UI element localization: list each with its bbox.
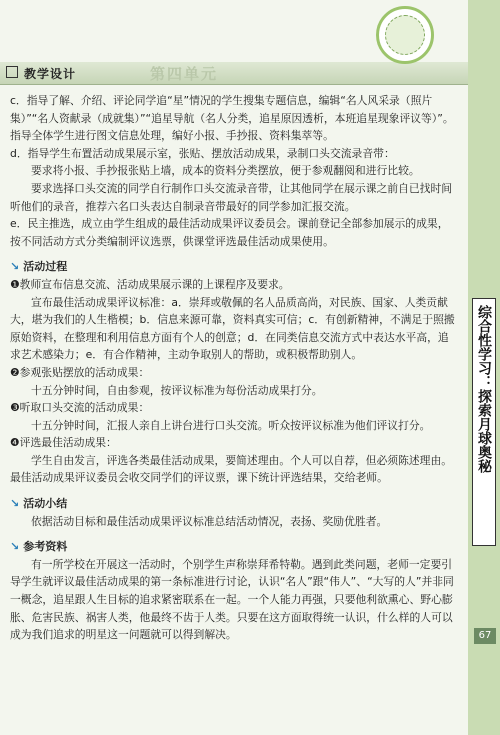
process-step-3: ❸听取口头交流的活动成果：: [10, 401, 150, 415]
process-step-4-detail: 学生自由发言，评选各类最佳活动成果，要简述理由。个人可以自荐，但必须陈述理由。最佳活动成果评议委员会收交同学们的评议票，课下统计评选结果，交给老师。: [10, 453, 453, 485]
arrow-icon: ↘: [10, 260, 20, 274]
reference-text: 有一所学校在开展这一活动时，个别学生声称崇拜希特勒。遇到此类问题，老师一定要引导学生就评议最佳活动成果的第一条标准进行讨论，认识“名人”跟“伟人”、“大写的人”并非同一概念，追星跟人生目标的追求紧密联系在一起。一个人能力再强，只要他利欲熏心、野心膨胀、危害民族、祸害人类，他最终不齿于人类。只要在这方面取得统一认识，什么样的人可以成为我们追求的明星这一问题就可以得到解决。: [10, 557, 454, 642]
page-number: 67: [474, 628, 496, 644]
header-bar: [0, 62, 468, 85]
process-step-3-detail: 十五分钟时间，汇报人亲自上讲台进行口头交流。听众按评议标准为他们评议打分。: [31, 418, 431, 432]
section-heading-reference: [10, 538, 458, 556]
process-step-2: ❷参观张贴摆放的活动成果：: [10, 365, 150, 379]
process-step-1: ❶教师宣布信息交流、活动成果展示课的上课程序及要求。: [10, 277, 290, 291]
process-step-2-detail: 十五分钟时间，自由参观，按评议标准为每份活动成果打分。: [31, 383, 323, 397]
process-step-4: ❹评选最佳活动成果：: [10, 436, 117, 450]
badge-icon: [376, 6, 434, 64]
checkbox-icon: [6, 66, 18, 78]
section-heading-process: [10, 258, 458, 276]
arrow-icon: ↘: [10, 497, 20, 511]
intro-item-d-sub1: 要求将小报、手抄报张贴上墙，成本的资料分类摆放，便于参观翻阅和进行比较。: [31, 164, 420, 178]
process-standard: 宣布最佳活动成果评议标准：a．崇拜或敬佩的名人品质高尚，对民族、国家、人类贡献大，堪为我们的人生楷模；b．信息来源可靠，资料真实可信；c．有创新精神，不满足于照搬原始资料，在整理和利用信息方面有个人的创意；d．在同类信息交流方式中表达水平高，追求艺术感染力；e．有合作精神，主动争取别人的帮助，或积极帮助别人。: [10, 295, 455, 362]
side-label: [472, 298, 496, 546]
section-heading-summary: [10, 495, 458, 513]
arrow-icon: ↘: [10, 540, 20, 554]
badge-inner: [385, 15, 425, 55]
header-deco-text: 第四单元: [150, 65, 219, 83]
side-label-text: 综合性学习：探索月球奥秘: [476, 305, 492, 473]
header-title: 教学设计: [24, 67, 77, 81]
main-content: [10, 92, 458, 644]
reference-title: 参考资料: [23, 540, 68, 554]
intro-item-d: d．指导学生布置活动成果展示室，张贴、摆放活动成果，录制口头交流录音带：: [10, 146, 395, 160]
summary-title: 活动小结: [23, 497, 68, 511]
summary-text: 依据活动目标和最佳活动成果评议标准总结活动情况，表扬、奖励优胜者。: [31, 514, 388, 528]
process-title: 活动过程: [23, 260, 68, 274]
intro-item-d-sub2: 要求选择口头交流的同学自行制作口头交流录音带，让其他同学在展示课之前自已找时间听他们的录音，推荐六名口头表达自制录音带最好的同学参加汇报交流。: [10, 181, 453, 213]
intro-item-c: c．指导了解、介绍、评论同学追“星”情况的学生搜集专题信息，编辑“名人风采录（照片集）”“名人资献录（成就集）”“追星导航（名人分类，追星原因透析，本班追星现象评议等）”。指导全体学生进行图文信息处理，编好小报、手抄报、资料集萃等。: [10, 94, 454, 143]
intro-item-e: e．民主推选，成立由学生组成的最佳活动成果评议委员会。课前登记全部参加展示的成果，按不同活动方式分类编制评议选票，供课堂评选最佳活动成果使用。: [10, 217, 449, 248]
